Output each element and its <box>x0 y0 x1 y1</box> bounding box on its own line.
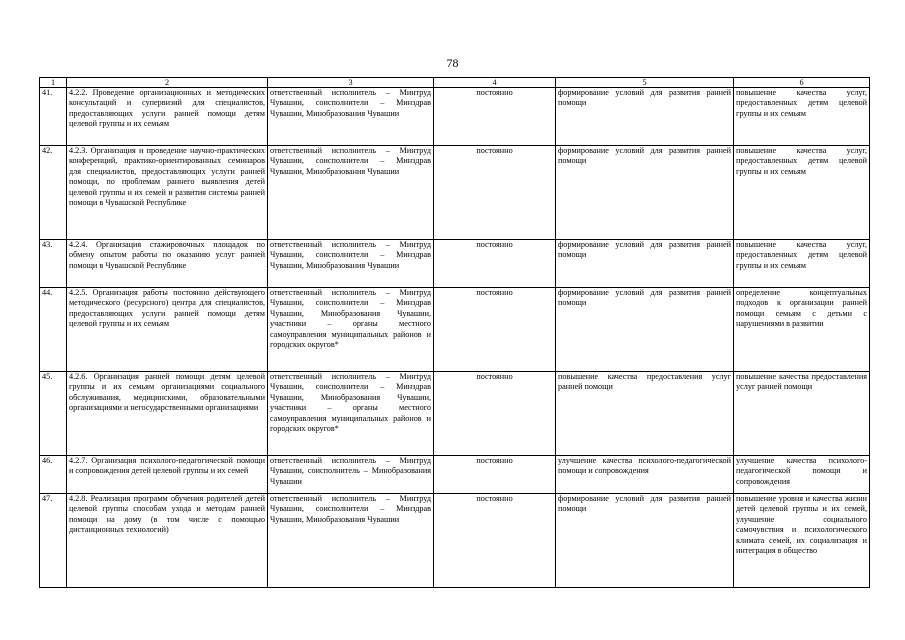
table-row <box>40 240 870 288</box>
term-cell: постоянно <box>434 88 556 146</box>
executor-cell: ответственный исполнитель – Минтруд Чувашии, соисполнители – Минздрав Чувашии, Минобразования Чувашии <box>268 146 434 240</box>
executor-cell: ответственный исполнитель – Минтруд Чувашии, соисполнители – Минздрав Чувашии, Минобразования Чувашии <box>268 240 434 288</box>
executor-cell: ответственный исполнитель – Минтруд Чувашии, соисполнители – Минздрав Чувашии, Минобразования Чувашии, участники – органы местного самоуправления муниципальных районов и городских округов* <box>268 288 434 372</box>
activity-cell: 4.2.3. Организация и проведение научно-практических конференций, практико-ориентированных семинаров для специалистов, предоставляющих услуги ранней помощи, по проблемам раннего выявления детей целевой группы и их семей и развития системы ранней помощи в Чувашской Республике <box>67 146 268 240</box>
term-cell: постоянно <box>434 372 556 456</box>
term-cell: постоянно <box>434 146 556 240</box>
indicator-cell: повышение качества услуг, предоставленных детям целевой группы и их семьям <box>734 88 870 146</box>
table-row <box>40 288 870 372</box>
result-cell: улучшение качества психолого-педагогической помощи и сопровождения <box>556 456 734 494</box>
term-cell: постоянно <box>434 456 556 494</box>
row-number: 42. <box>40 146 67 240</box>
indicator-cell: повышение качества услуг, предоставленных детям целевой группы и их семьям <box>734 146 870 240</box>
indicator-cell: повышение уровня и качества жизни детей целевой группы и их семей, улучшение социального самочувствия и психологического климата семей, их социализация и интеграция в общество <box>734 494 870 588</box>
row-number: 47. <box>40 494 67 588</box>
row-number: 46. <box>40 456 67 494</box>
table-row <box>40 146 870 240</box>
row-number: 45. <box>40 372 67 456</box>
indicator-cell: повышение качества услуг, предоставленных детям целевой группы и их семьям <box>734 240 870 288</box>
table-row <box>40 372 870 456</box>
activity-cell: 4.2.4. Организация стажировочных площадок по обмену опытом работы по оказанию услуг ранней помощи в Чувашской Республике <box>67 240 268 288</box>
page-number: 78 <box>446 56 459 70</box>
term-cell: постоянно <box>434 494 556 588</box>
result-cell: формирование условий для развития ранней помощи <box>556 494 734 588</box>
activity-cell: 4.2.8. Реализация программ обучения родителей детей целевой группы способам ухода и методам ранней помощи на дому (в том числе с помощью дистанционных технологий) <box>67 494 268 588</box>
column-header-3: 3 <box>268 78 434 88</box>
result-cell: формирование условий для развития ранней помощи <box>556 146 734 240</box>
table-row <box>40 494 870 588</box>
executor-cell: ответственный исполнитель – Минтруд Чувашии, соисполнители – Минздрав Чувашии, Минобразования Чувашии <box>268 88 434 146</box>
row-number: 43. <box>40 240 67 288</box>
activity-cell: 4.2.7. Организация психолого-педагогической помощи и сопровождения детей целевой группы и их семей <box>67 456 268 494</box>
table-row <box>40 88 870 146</box>
result-cell: формирование условий для развития ранней помощи <box>556 88 734 146</box>
result-cell: формирование условий для развития ранней помощи <box>556 288 734 372</box>
term-cell: постоянно <box>434 288 556 372</box>
column-header-6: 6 <box>734 78 870 88</box>
executor-cell: ответственный исполнитель – Минтруд Чувашии, соисполнитель – Минобразования Чувашии <box>268 456 434 494</box>
result-cell: повышение качества предоставления услуг ранней помощи <box>556 372 734 456</box>
column-header-5: 5 <box>556 78 734 88</box>
table-row <box>40 456 870 494</box>
term-cell: постоянно <box>434 240 556 288</box>
row-number: 44. <box>40 288 67 372</box>
activity-cell: 4.2.2. Проведение организационных и методических консультаций и супервизий для специалистов, предоставляющих услуги ранней помощи детям целевой группы и их семьям <box>67 88 268 146</box>
indicator-cell: повышение качества предоставления услуг ранней помощи <box>734 372 870 456</box>
executor-cell: ответственный исполнитель – Минтруд Чувашии, соисполнители – Минздрав Чувашии, Минобразования Чувашии <box>268 494 434 588</box>
result-cell: формирование условий для развития ранней помощи <box>556 240 734 288</box>
activity-cell: 4.2.5. Организация работы постоянно действующего методического (ресурсного) центра для специалистов, предоставляющих услуги ранней помощи детям целевой группы и их семьям <box>67 288 268 372</box>
indicator-cell: определение концептуальных подходов к организации ранней помощи семьям с детьми с нарушениями в развитии <box>734 288 870 372</box>
row-number: 41. <box>40 88 67 146</box>
column-header-1: 1 <box>40 78 67 88</box>
measures-table <box>39 77 870 588</box>
indicator-cell: улучшение качества психолого-педагогической помощи и сопровождения <box>734 456 870 494</box>
activity-cell: 4.2.6. Организация ранней помощи детям целевой группы и их семьям организациями социального обслуживания, медицинскими, образовательными организациями и негосударственными организациями <box>67 372 268 456</box>
column-header-2: 2 <box>67 78 268 88</box>
header-row <box>40 78 870 88</box>
column-header-4: 4 <box>434 78 556 88</box>
executor-cell: ответственный исполнитель – Минтруд Чувашии, соисполнители – Минздрав Чувашии, Минобразования Чувашии, участники – органы местного самоуправления муниципальных районов и городских округов* <box>268 372 434 456</box>
